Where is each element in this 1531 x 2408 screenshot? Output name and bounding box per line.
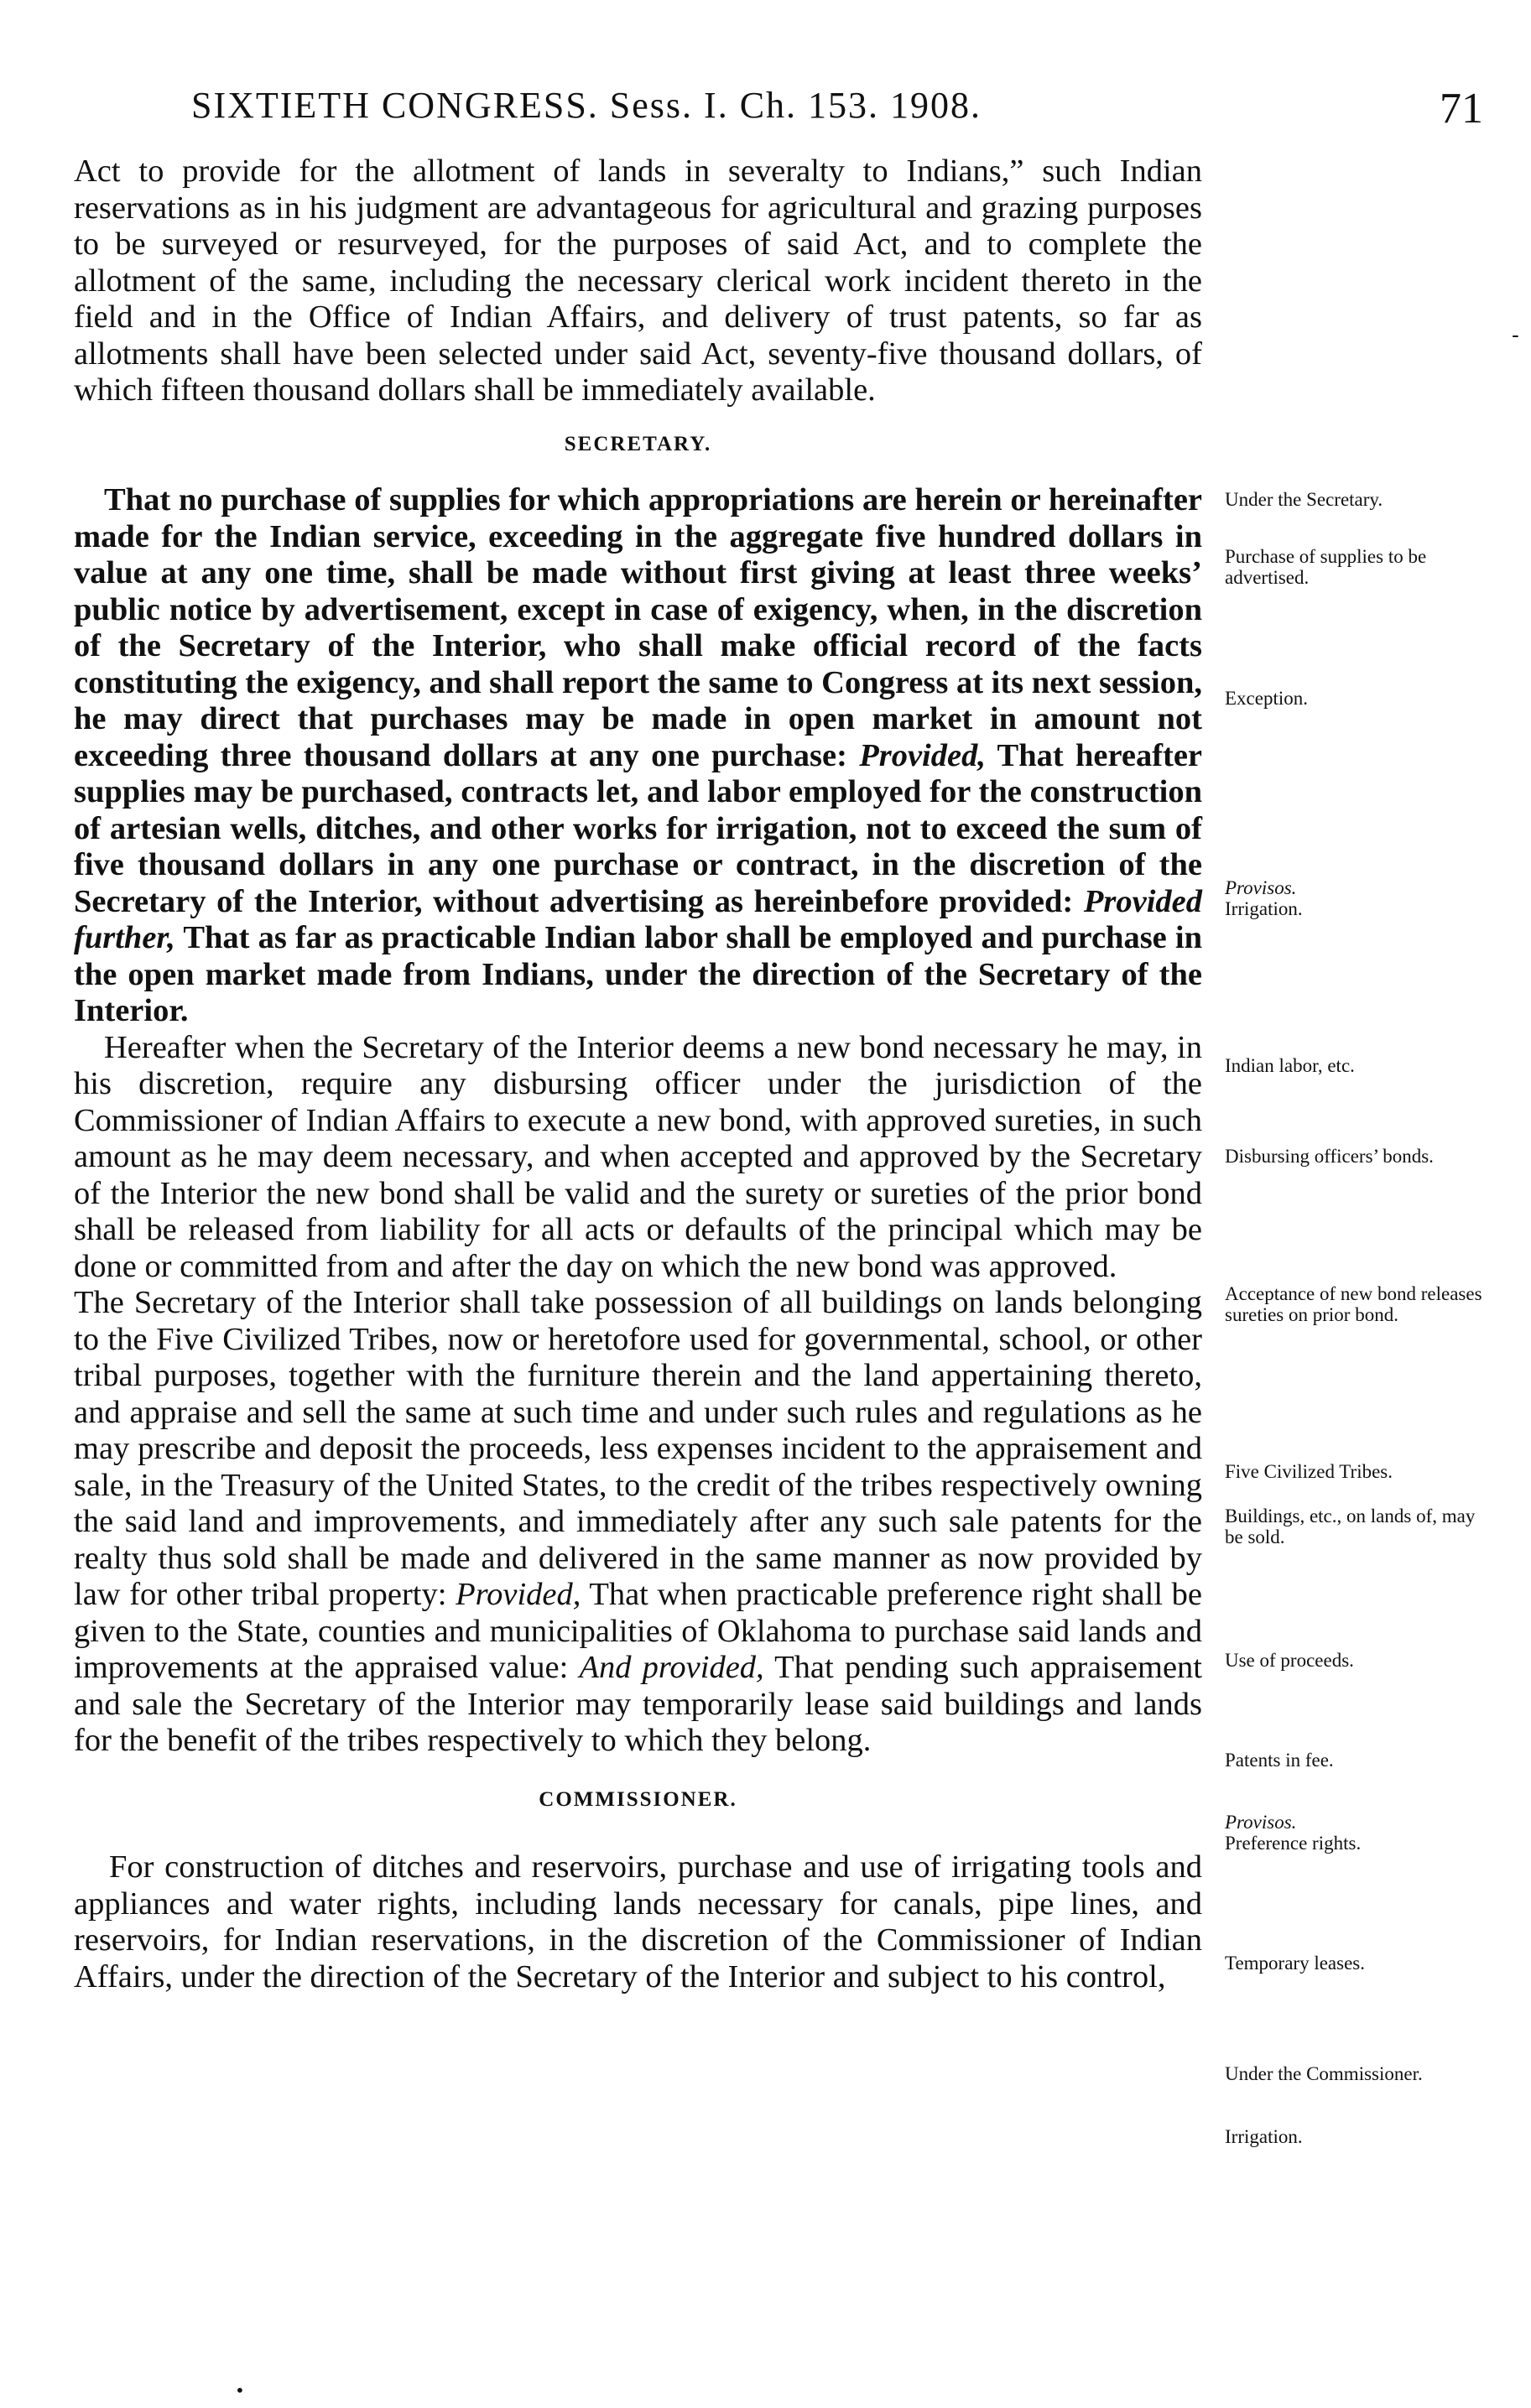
margin-note-temporary-leases: Temporary leases. [1225, 1953, 1365, 1974]
margin-note-exception: Exception. [1225, 688, 1308, 709]
margin-note-purchase-supplies: Purchase of supplies to be advertised. [1225, 546, 1427, 588]
para4-text-b: That when practicable preference right shall be given to the State, counties and municipalities of Oklahoma to purchase said lands and improvements at the appraised value: [74, 1577, 1202, 1685]
section-heading-commissioner: COMMISSIONER. [539, 1787, 737, 1811]
stray-dot: • [235, 2380, 245, 2400]
margin-note-provisos [1225, 877, 1493, 898]
para2-text-c: That as far as practicable Indian labor shall be employed and purchase in the open market made from Indians, under the direction of the Secretary of the Interior. [74, 920, 1202, 1028]
margin-note-irrigation-2: Irrigation. [1225, 2126, 1303, 2147]
and-provided-italic: And provided, [579, 1650, 764, 1685]
margin-notes-column [1225, 0, 1493, 2408]
margin-note-use-of-proceeds: Use of proceeds. [1225, 1650, 1354, 1671]
margin-note-under-secretary: Under the Secretary. [1225, 489, 1383, 510]
para2-text-b: That hereafter supplies may be purchased, contracts let, and labor employed for the construction of artesian wells, ditches, and other works for irrigation, not to exceed the sum of five thousand dollars in any one purchase or contract, in the discretion of the Secretary of the Interior, without advertising as hereinbefore provided: [74, 737, 1203, 919]
para2-text-a: That no purchase of supplies for which appropriations are herein or hereinafter made for the Indian service, exceeding in the aggregate five hundred dollars in value at any one time, shall be made without first giving at least three weeks’ public notice by advertisement, except in case of exigency, when, in the discretion of the Secretary of the Interior, who shall make official record of the facts constituting the exigency, and shall report the same to Congress at its next session, he may direct that purchases may be made in open market in amount not exceeding three thousand dollars at any one purchase: [74, 482, 1202, 773]
paragraph-five-civilized-tribes [74, 1285, 1202, 1760]
provisos-italic: Provisos. [1225, 1812, 1297, 1833]
main-text-column [74, 153, 1202, 1995]
margin-note-acceptance: Acceptance of new bond releases sureties on prior bond. [1225, 1283, 1482, 1325]
para4-text-a: The Secretary of the Interior shall take possession of all buildings on lands belonging to the Five Civilized Tribes, now or heretofore used for governmental, school, or other tribal purposes, together with the furniture therein and the land appertaining thereto, and appraise and sell the same at such time and under such rules and regulations as he may prescribe and deposit the proceeds, less expenses incident to the appraisement and sale, in the Treasury of the United States, to the credit of the tribes respectively owning the said land and improvements, and immediately after any such sale patents for the realty thus sold shall be made and delivered in the same manner as now provided by law for other tribal property: [74, 1285, 1202, 1612]
section-heading-secretary: SECRETARY. [564, 432, 712, 455]
stray-mark: - [1512, 323, 1519, 348]
paragraph-new-bond: Hereafter when the Secretary of the Interior deems a new bond necessary he may, in his discretion, require any disbursing officer under the jurisdiction of the Commissioner of Indian Affairs to execute a new bond, with approved sureties, in such amount as he may deem necessary, and when accepted and approved by the Secretary of the Interior the new bond shall be valid and the surety or sureties of the prior bond shall be released from liability for all acts or defaults of the principal which may be done or committed from and after the day on which the new bond was approved. [74, 1029, 1202, 1284]
provided-italic: Provided, [859, 737, 986, 773]
para4-text-c: That pending such appraisement and sale the Secretary of the Interior may temporarily lease said buildings and lands for the benefit of the tribes respectively to which they belong. [74, 1650, 1202, 1758]
margin-note-patents: Patents in fee. [1225, 1750, 1334, 1771]
margin-note-under-commissioner: Under the Commissioner. [1225, 2063, 1423, 2084]
paragraph-allotment: Act to provide for the allotment of lands in severalty to Indians,” such Indian reservations as in his judgment are advantageous for agricultural and grazing purposes to be surveyed or resurveyed, for the purposes of said Act, and to complete the allotment of the same, including the necessary clerical work incident thereto in the field and in the Office of Indian Affairs, and delivery of trust patents, so far as allotments shall have been selected under said Act, seventy-five thousand dollars, of which fifteen thousand dollars shall be immediately available. [74, 153, 1202, 408]
running-head: SIXTIETH CONGRESS. Sess. I. Ch. 153. 1908. [191, 85, 982, 126]
paragraph-purchase-supplies [74, 482, 1202, 1030]
margin-note-irrigation: Irrigation. [1225, 898, 1303, 919]
provisos-italic: Provisos. [1225, 877, 1297, 898]
margin-note-provisos-2 [1225, 1812, 1493, 1833]
provided-italic: Provided, [456, 1577, 581, 1612]
margin-note-buildings: Buildings, etc., on lands of, may be sold. [1225, 1506, 1476, 1547]
paragraph-irrigation: For construction of ditches and reservoirs, purchase and use of irrigating tools and appliances and water rights, including lands necessary for canals, pipe lines, and reservoirs, for Indian reservations, in the discretion of the Commissioner of Indian Affairs, under the direction of the Secretary of the Interior and subject to his control, [74, 1849, 1202, 1995]
margin-note-disbursing-bonds: Disbursing officers’ bonds. [1225, 1146, 1434, 1167]
provided-further-italic: Provided further, [74, 883, 1202, 955]
margin-note-preference: Preference rights. [1225, 1833, 1362, 1854]
page-number: 71 [1440, 85, 1483, 133]
margin-note-five-civilized: Five Civilized Tribes. [1225, 1461, 1393, 1482]
margin-note-indian-labor: Indian labor, etc. [1225, 1055, 1355, 1076]
